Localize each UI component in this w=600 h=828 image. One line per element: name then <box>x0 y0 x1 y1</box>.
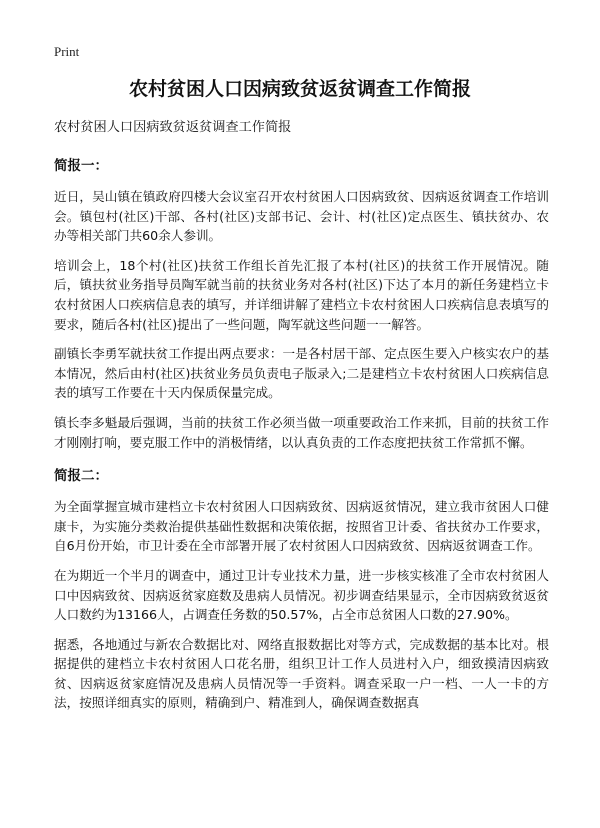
section-1 <box>54 156 549 452</box>
paragraph: 副镇长李勇军就扶贫工作提出两点要求：一是各村居干部、定点医生要入户核实农户的基本情况，然后由村(社区)扶贫业务员负责电子版录入;二是建档立卡农村贫困人口疾病信息表的填写工作要在十天内保质保量完成。 <box>54 346 549 401</box>
document-subtitle: 农村贫困人口因病致贫返贫调查工作简报 <box>54 120 292 135</box>
section-2 <box>54 466 549 713</box>
print-link[interactable]: Print <box>54 44 80 59</box>
paragraph: 培训会上，18个村(社区)扶贫工作组长首先汇报了本村(社区)的扶贫工作开展情况。随后，镇扶贫业务指导员陶军就当前的扶贫业务对各村(社区)下达了本月的新任务建档立卡农村贫困人口疾病信息表的填写，并详细讲解了建档立卡农村贫困人口疾病信息表填写的要求，随后各村(社区)提出了一些问题，陶军就这些问题一一解答。 <box>54 257 549 332</box>
paragraph: 镇长李多魁最后强调，当前的扶贫工作必须当做一项重要政治工作来抓，目前的扶贫工作才刚刚打响，要克服工作中的消极情绪，以认真负责的工作态度把扶贫工作常抓不懈。 <box>54 414 549 450</box>
section-heading: 简报一： <box>54 158 108 174</box>
document-title: 农村贫困人口因病致贫返贫调查工作简报 <box>128 78 471 100</box>
section-heading: 简报二： <box>54 468 108 485</box>
paragraph: 在为期近一个半月的调查中，通过卫计专业技术力量，进一步核实核准了全市农村贫困人口中因病致贫、因病返贫家庭数及患病人员情况。初步调查结果显示，全市因病致贫返贫人口数约为13166人，占调查任务数的50.57%，占全市总贫困人口数的27.90%。 <box>54 567 549 623</box>
paragraph: 为全面掌握宣城市建档立卡农村贫困人口因病致贫、因病返贫情况，建立我市贫困人口健康卡，为实施分类救治提供基础性数据和决策依据，按照省卫计委、省扶贫办工作要求，自6月份开始，市卫计委在全市部署开展了农村贫困人口因病致贫、因病返贫调查工作。 <box>54 499 549 554</box>
paragraph: 近日，吴山镇在镇政府四楼大会议室召开农村贫困人口因病致贫、因病返贫调查工作培训会。镇包村(社区)干部、各村(社区)支部书记、会计、村(社区)定点医生、镇扶贫办、农办等相关部门共60余人参训。 <box>54 189 549 244</box>
paragraph: 据悉，各地通过与新农合数据比对、网络直报数据比对等方式，完成数据的基本比对。根据提供的建档立卡农村贫困人口花名册，组织卫计工作人员进村入户，细致摸清因病致贫、因病返贫家庭情况及患病人员情况等一手资料。调查采取一户一档、一人一卡的方法，按照详细真实的原则，精确到户、精准到人，确保调查数据真 <box>54 636 549 711</box>
document-body <box>54 119 549 723</box>
